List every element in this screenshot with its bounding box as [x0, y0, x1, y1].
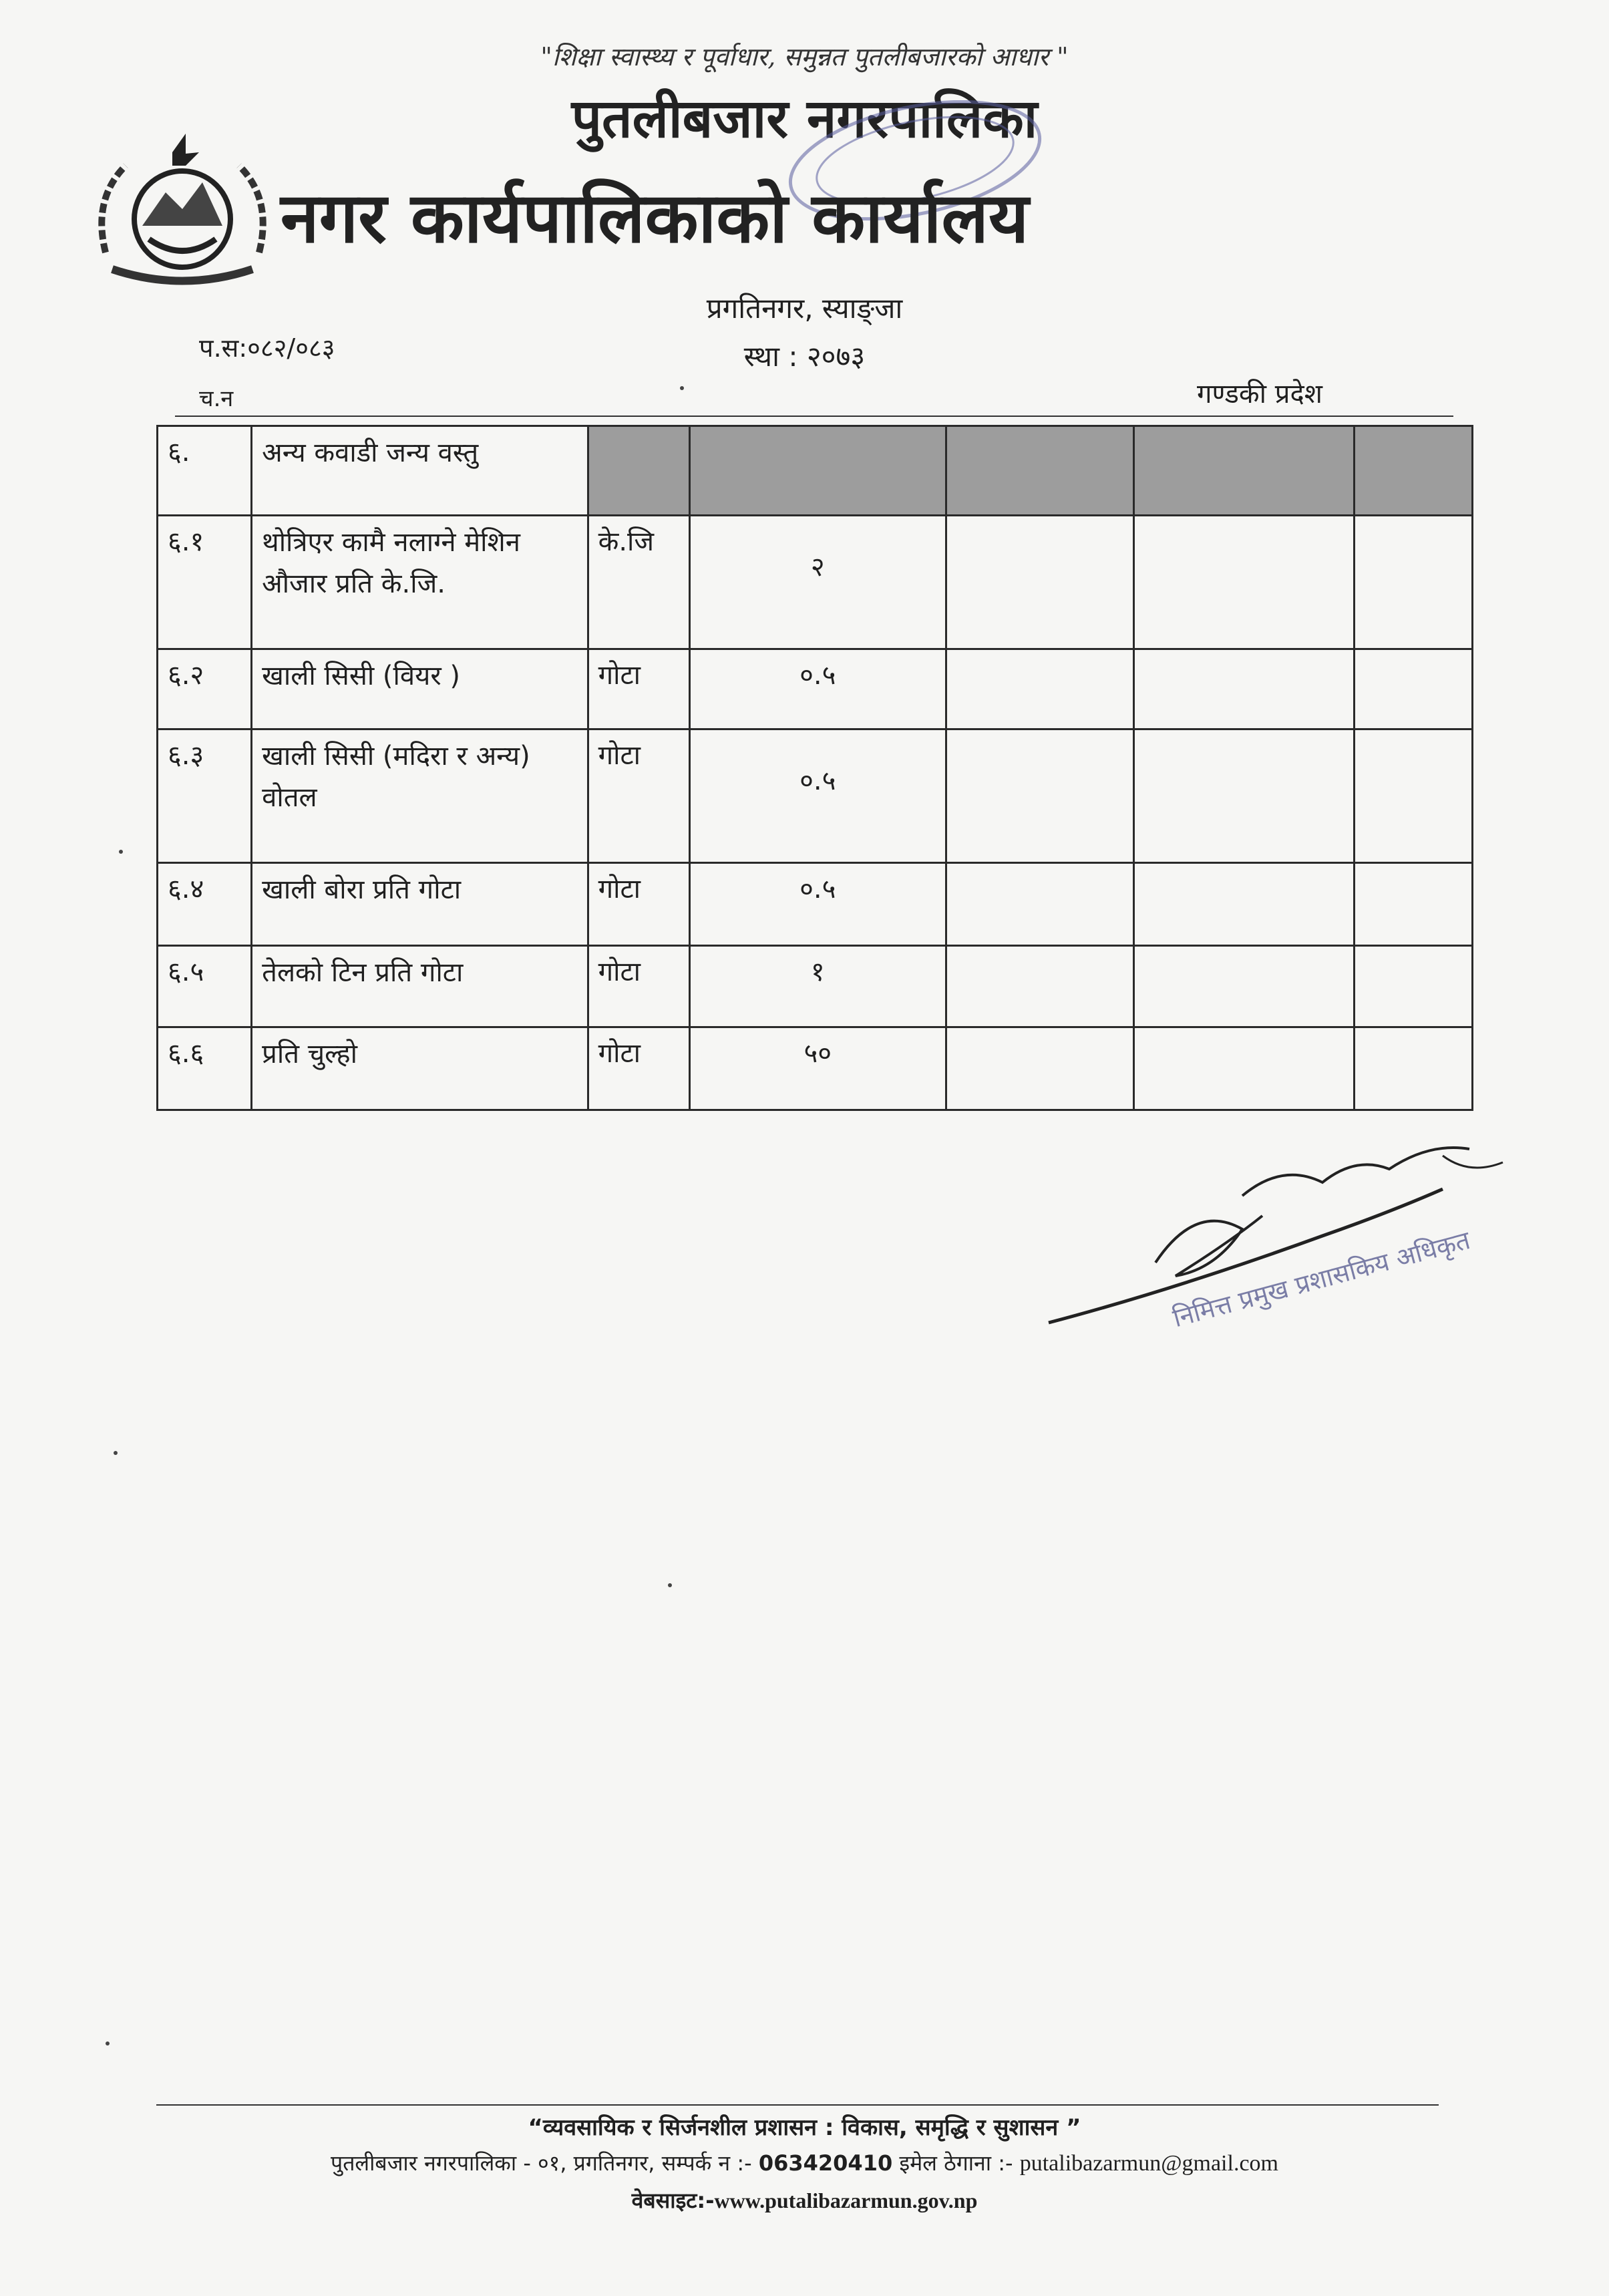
row-rate: १ — [810, 957, 825, 987]
row-empty-cell — [1133, 649, 1354, 729]
row-number: ६.२ — [158, 649, 252, 729]
office-name: नगर कार्यपालिकाको कार्यालय — [281, 177, 1029, 259]
row-item: तेलको टिन प्रति गोटा — [252, 946, 588, 1027]
phone-number: 063420410 — [758, 2150, 893, 2176]
header-cell-blank — [588, 426, 689, 516]
website-url: www.putalibazarmun.gov.np — [714, 2188, 978, 2212]
table-row — [158, 863, 1473, 946]
header-divider — [175, 416, 1453, 417]
website-label: वेबसाइट:- — [631, 2188, 715, 2213]
row-number: ६.४ — [158, 863, 252, 946]
nepal-emblem-icon — [85, 126, 279, 299]
row-empty-cell — [946, 729, 1133, 863]
row-empty-cell — [1355, 729, 1473, 863]
header-motto: "शिक्षा स्वास्थ्य र पूर्वाधार, समुन्नत पुतलीबजारको आधार " — [540, 42, 1069, 71]
scan-speck — [106, 2041, 110, 2045]
email-label: इमेल ठेगाना :- — [899, 2150, 1013, 2176]
row-number: ६.३ — [158, 729, 252, 863]
row-empty-cell — [1355, 863, 1473, 946]
footer-website — [0, 2186, 1609, 2215]
contact-address: पुतलीबजार नगरपालिका - ०१, प्रगतिनगर, सम्पर्क न :- — [331, 2150, 752, 2176]
row-number: ६.६ — [158, 1027, 252, 1110]
dispatch-number-label: च.न — [199, 385, 234, 412]
municipality-name: पुतलीबजार नगरपालिका — [571, 88, 1038, 150]
row-empty-cell — [1133, 729, 1354, 863]
row-rate: ०.५ — [799, 660, 836, 691]
scan-speck — [119, 850, 123, 854]
email-address: putalibazarmun@gmail.com — [1019, 2151, 1278, 2176]
row-unit: गोटा — [588, 649, 689, 729]
header-cell-blank — [1355, 426, 1473, 516]
row-item: खाली सिसी (मदिरा र अन्य) वोतल — [252, 729, 588, 863]
province-name: गण्डकी प्रदेश — [1197, 379, 1322, 409]
row-unit: गोटा — [588, 1027, 689, 1110]
row-empty-cell — [1355, 946, 1473, 1027]
row-rate: ५० — [803, 1038, 832, 1069]
table-row — [158, 1027, 1473, 1110]
row-empty-cell — [1355, 649, 1473, 729]
row-unit: गोटा — [588, 946, 689, 1027]
header-cell-blank — [690, 426, 946, 516]
row-empty-cell — [1355, 516, 1473, 649]
scan-speck — [114, 1451, 118, 1455]
header-cell-blank — [946, 426, 1133, 516]
table-row — [158, 946, 1473, 1027]
section-title: अन्य कवाडी जन्य वस्तु — [252, 426, 588, 516]
table-row — [158, 649, 1473, 729]
row-number: ६.१ — [158, 516, 252, 649]
scan-speck — [680, 386, 684, 390]
established-year: स्था : २०७३ — [743, 340, 866, 373]
row-empty-cell — [1133, 863, 1354, 946]
row-item: खाली सिसी (वियर ) — [252, 649, 588, 729]
reference-number: प.स:०८२/०८३ — [199, 333, 335, 363]
row-empty-cell — [946, 516, 1133, 649]
table-row — [158, 729, 1473, 863]
row-empty-cell — [1133, 1027, 1354, 1110]
row-empty-cell — [946, 1027, 1133, 1110]
row-rate: २ — [810, 552, 825, 583]
row-item: खाली बोरा प्रति गोटा — [252, 863, 588, 946]
row-empty-cell — [1133, 516, 1354, 649]
row-number: ६.५ — [158, 946, 252, 1027]
footer-divider — [156, 2104, 1439, 2106]
section-number: ६. — [158, 426, 252, 516]
row-empty-cell — [946, 946, 1133, 1027]
row-item: प्रति चुल्हो — [252, 1027, 588, 1110]
row-empty-cell — [946, 863, 1133, 946]
row-unit: गोटा — [588, 729, 689, 863]
row-rate: ०.५ — [799, 766, 836, 796]
scrap-rate-table — [156, 425, 1473, 1111]
footer-slogan: “व्यवसायिक र सिर्जनशील प्रशासन : विकास, समृद्धि र सुशासन ” — [528, 2114, 1081, 2141]
table-row — [158, 516, 1473, 649]
row-empty-cell — [946, 649, 1133, 729]
signatory-title: निमित्त प्रमुख प्रशासकिय अधिकृत — [1170, 1225, 1473, 1333]
row-empty-cell — [1133, 946, 1354, 1027]
header-cell-blank — [1133, 426, 1354, 516]
table-section-header — [158, 426, 1473, 516]
row-unit: गोटा — [588, 863, 689, 946]
row-item: थोत्रिएर कामै नलाग्ने मेशिन औजार प्रति के.जि. — [252, 516, 588, 649]
row-unit: के.जि — [588, 516, 689, 649]
footer-contact — [0, 2148, 1609, 2177]
row-empty-cell — [1355, 1027, 1473, 1110]
row-rate: ०.५ — [799, 874, 836, 905]
scan-speck — [668, 1583, 672, 1587]
address: प्रगतिनगर, स्याङ्जा — [706, 292, 903, 325]
